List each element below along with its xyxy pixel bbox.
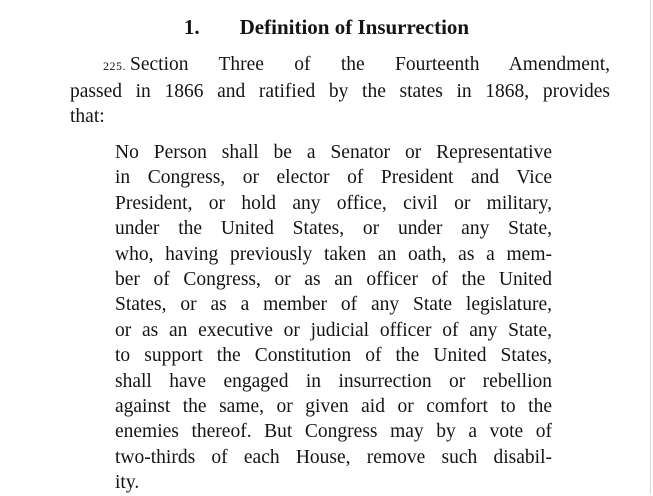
paragraph-line [70, 52, 610, 79]
quote-line: No Person shall be a Senator or Representative [115, 142, 552, 163]
quote-line: enemies thereof. But Congress may by a vote of [115, 421, 552, 443]
quote-line: States, or as a member of any State legislature, [115, 294, 552, 316]
quote-line: or as an executive or judicial officer of any State, [115, 319, 552, 341]
quote-line: President, or hold any office, civil or military, [115, 192, 552, 214]
page-edge-divider [650, 0, 651, 494]
paragraph-line-text: Section Three of the Fourteenth Amendment, [130, 54, 610, 75]
amendment-quote-block [115, 140, 552, 496]
paragraph-line: passed in 1866 and ratified by the states in 1868, provides [70, 81, 610, 102]
quote-line: to support the Constitution of the United States, [115, 345, 552, 367]
paragraph-line: that: [70, 106, 105, 127]
section-number: 1. [183, 15, 200, 39]
quote-line: in Congress, or elector of President and Vice [115, 167, 552, 189]
quote-line: two-thirds of each House, remove such disabil- [115, 446, 552, 468]
quote-line: ity. [115, 472, 140, 494]
quote-line: against the same, or given aid or comfort to the [115, 396, 552, 418]
quote-line: shall have engaged in insurrection or rebellion [115, 370, 552, 392]
quote-line: who, having previously taken an oath, as a mem- [115, 243, 552, 265]
section-title: Definition of Insurrection [239, 15, 470, 39]
paragraph-225 [70, 52, 610, 129]
quote-line: ber of Congress, or as an officer of the United [115, 269, 552, 291]
section-heading [0, 14, 653, 40]
paragraph-number: 225. [103, 59, 126, 73]
quote-line: under the United States, or under any State, [115, 218, 552, 240]
